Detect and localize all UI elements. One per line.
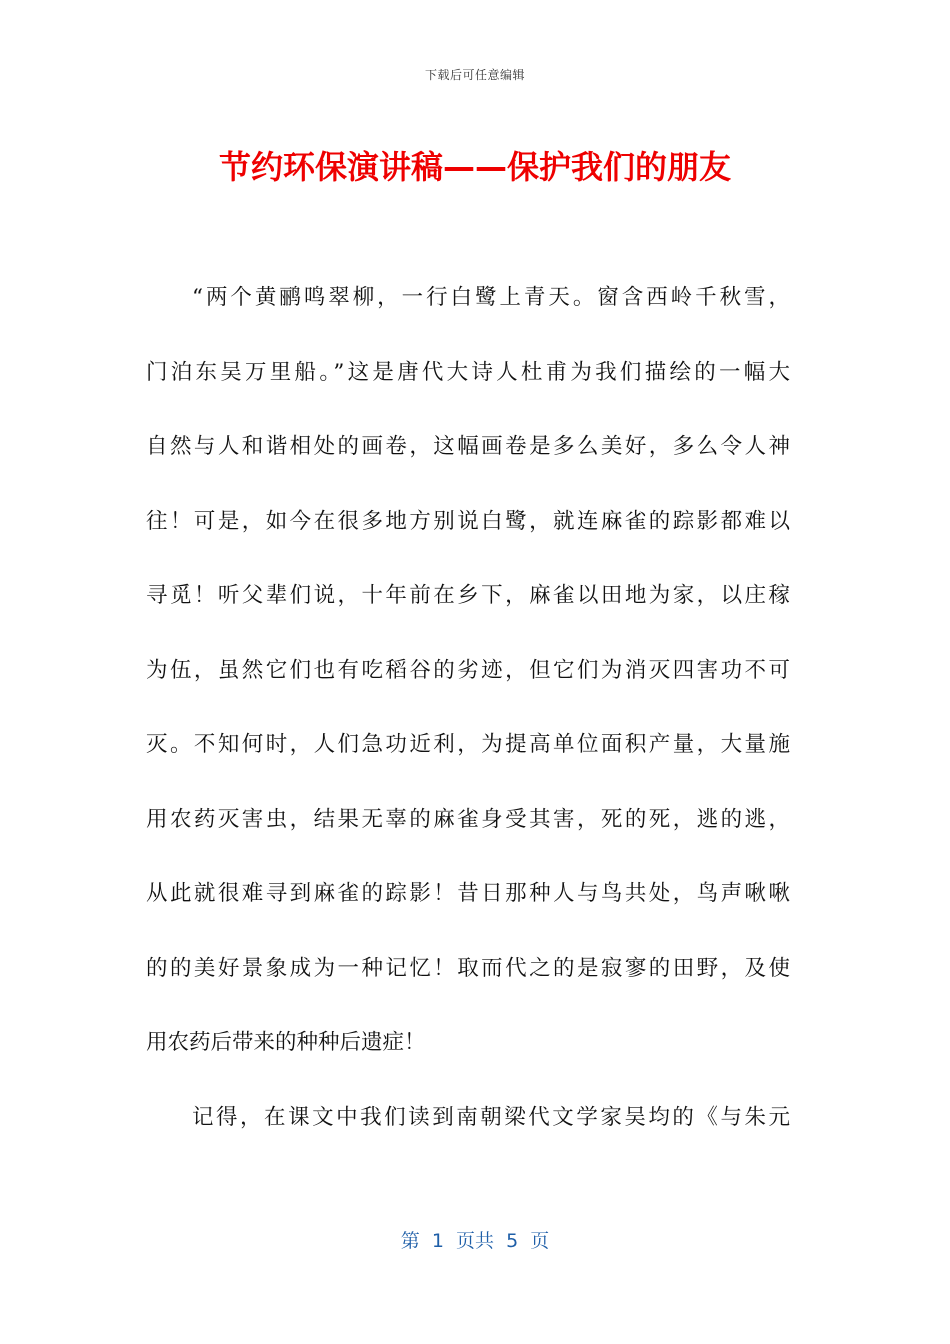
text-line: 寻觅！听父辈们说，十年前在乡下，麻雀以田地为家，以庄稼 xyxy=(146,583,790,608)
document-title: 节约环保演讲稿——保护我们的朋友 xyxy=(218,148,731,186)
text-line: 从此就很难寻到麻雀的踪影！昔日那种人与鸟共处，鸟声啾啾 xyxy=(146,881,790,906)
text-line: 为伍，虽然它们也有吃稻谷的劣迹，但它们为消灭四害功不可 xyxy=(146,657,790,683)
text-line: 记得，在课文中我们读到南朝梁代文学家吴均的《与朱元 xyxy=(192,1104,790,1130)
text-line: 用农药灭害虫，结果无辜的麻雀身受其害，死的死，逃的逃， xyxy=(146,806,790,832)
page-number-footer: 第 1 页共 5 页 xyxy=(400,1230,550,1252)
paragraph-2 xyxy=(146,1094,790,1169)
document-body xyxy=(146,274,790,1168)
text-line: 门泊东吴万里船。”这是唐代大诗人杜甫为我们描绘的一幅大 xyxy=(146,359,790,385)
text-line: 自然与人和谐相处的画卷，这幅画卷是多么美好，多么令人神 xyxy=(146,434,790,459)
text-line: 灭。不知何时，人们急功近利，为提高单位面积产量，大量施 xyxy=(146,732,790,757)
paragraph-1 xyxy=(146,274,790,1094)
text-line: “两个黄鹂鸣翠柳，一行白鹭上青天。窗含西岭千秋雪， xyxy=(192,285,790,310)
text-line: 用农药后带来的种种后遗症！ xyxy=(146,1030,426,1055)
header-note: 下载后可任意编辑 xyxy=(424,68,525,82)
text-line: 的的美好景象成为一种记忆！取而代之的是寂寥的田野，及使 xyxy=(146,955,790,981)
text-line: 往！可是，如今在很多地方别说白鹭，就连麻雀的踪影都难以 xyxy=(146,508,790,534)
